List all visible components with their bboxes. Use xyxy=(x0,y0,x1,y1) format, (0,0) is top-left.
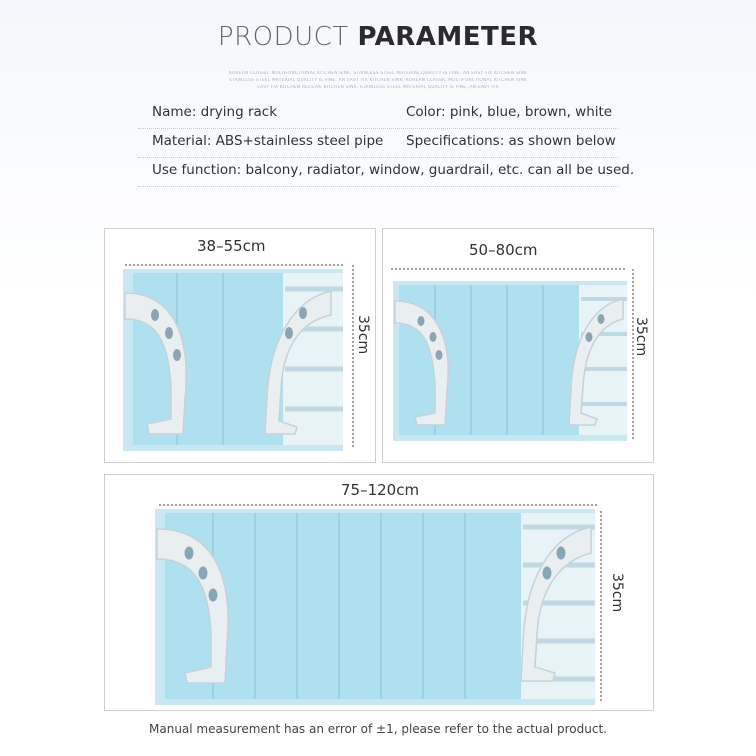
size-panel-small xyxy=(104,228,376,463)
param-color: Color: pink, blue, brown, white xyxy=(406,104,613,120)
width-label-medium: 50–80cm xyxy=(469,241,538,259)
rack-illustration-medium xyxy=(383,229,653,462)
param-row-2 xyxy=(138,129,618,158)
param-use: Use function: balcony, radiator, window, guardrail, etc. can all be used. xyxy=(152,162,635,178)
param-material: Material: ABS+stainless steel pipe xyxy=(152,133,384,149)
size-panel-large xyxy=(104,474,654,711)
size-panel-medium xyxy=(382,228,654,463)
page-title xyxy=(0,22,756,52)
param-specifications: Specifications: as shown below xyxy=(406,133,616,149)
param-name: Name: drying rack xyxy=(152,104,278,120)
parameter-table xyxy=(0,100,756,190)
height-label-large: 35cm xyxy=(609,573,625,613)
rack-illustration-large xyxy=(105,475,653,710)
title-light: PRODUCT xyxy=(217,22,349,52)
measurement-note: Manual measurement has an error of ±1, please refer to the actual product. xyxy=(149,722,607,736)
height-label-medium: 35cm xyxy=(633,317,649,357)
fine-print-line-3: EASY FIX KITCHEN RECEIVE KITCHEN SINK, STAINLESS STEEL MATERIAL QUALITY IS FINE, AN EASY FIX xyxy=(257,85,499,90)
fine-print-line-2: STAINLESS STEEL MATERIAL QUALITY IS FINE, AN EASY FIX KITCHEN SINK, KOREAN CLASSIC MULTIFUNCTIONAL KITCHEN SINK xyxy=(228,78,528,83)
rack-illustration-small xyxy=(105,229,375,462)
width-label-small: 38–55cm xyxy=(197,237,266,255)
width-label-large: 75–120cm xyxy=(341,481,420,499)
fine-print-line-1: KOREAN CLASSIC MULTIFUNCTIONAL KITCHEN SINK, STAINLESS STEEL MATERIAL QUALITY IS FINE, AN EASY FIX KITCHEN SINK xyxy=(228,71,528,76)
param-row-3 xyxy=(138,158,635,187)
title-bold: PARAMETER xyxy=(357,22,539,52)
param-row-1 xyxy=(138,100,618,129)
height-label-small: 35cm xyxy=(355,315,371,355)
